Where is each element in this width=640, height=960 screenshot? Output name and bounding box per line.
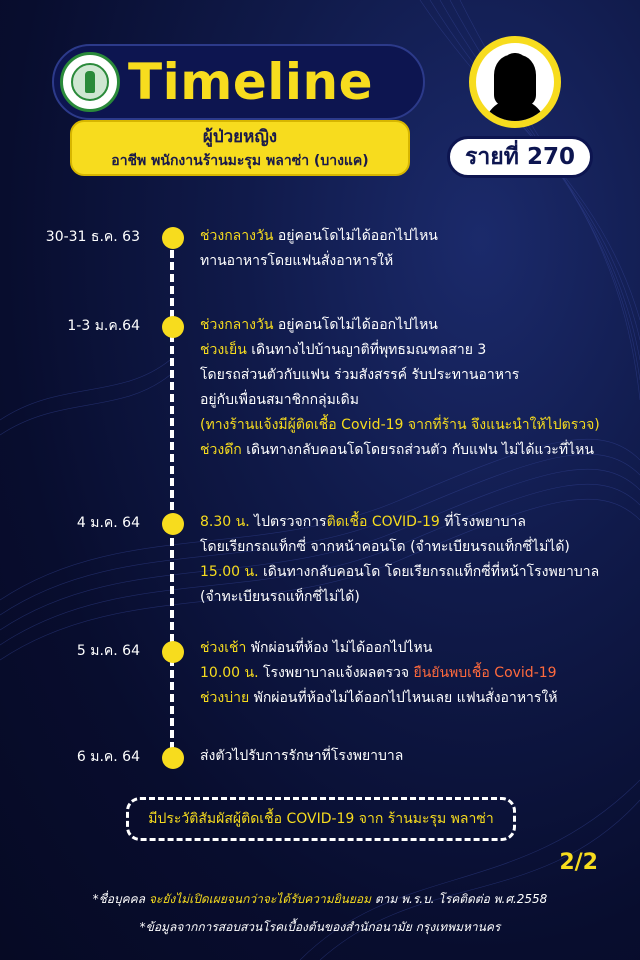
page-title: Timeline <box>128 53 374 111</box>
body-text: ที่โรงพยาบาล <box>439 514 526 530</box>
timeline-dot <box>162 316 184 338</box>
timeline-entry <box>200 510 632 610</box>
body-text: โดยเรียกรถแท็กซี่ จากหน้าคอนโด (จำทะเบียนรถแท็กซี่ไม่ได้) <box>200 539 570 555</box>
patient-occupation: อาชีพ พนักงานร้านมะรุม พลาซ่า (บางแค) <box>111 153 369 169</box>
body-text: พักผ่อนที่ห้องไม่ได้ออกไปไหนเลย แฟนสั่งอาหารให้ <box>249 690 558 706</box>
timeline-line-text <box>200 338 632 363</box>
bangkok-seal-logo <box>60 52 120 112</box>
alert-text: ยืนยันพบเชื้อ Covid-19 <box>413 665 557 681</box>
timeline-entry <box>200 636 632 711</box>
timeline-line-text <box>200 661 632 686</box>
body-text: อยู่กับเพื่อนสมาชิกกลุ่มเดิม <box>200 392 359 408</box>
timeline-line-text <box>200 313 632 338</box>
highlight-text: ติดเชื้อ COVID-19 <box>326 514 440 530</box>
page-number: 2/2 <box>559 850 598 875</box>
highlight-text: (ทางร้านแจ้งมีผู้ติดเชื้อ Covid-19 จากที่ร้าน จึงแนะนำให้ไปตรวจ) <box>200 417 600 433</box>
timeline-date: 30-31 ธ.ค. 63 <box>45 229 140 245</box>
timeline-line-text <box>200 224 632 249</box>
body-text: โรงพยาบาลแจ้งผลตรวจ <box>258 665 414 681</box>
footnote-privacy-prefix: *ชื่อบุคคล <box>92 892 149 906</box>
timeline-line-text <box>200 686 632 711</box>
timeline-dot <box>162 513 184 535</box>
highlight-text: ช่วงเย็น <box>200 342 247 358</box>
highlight-text: ช่วงกลางวัน <box>200 317 274 333</box>
timeline-date: 6 ม.ค. 64 <box>76 749 140 765</box>
timeline-line-text <box>200 535 632 560</box>
timeline-line-text <box>200 363 632 388</box>
timeline-line-text <box>200 388 632 413</box>
timeline-entry <box>200 744 632 769</box>
timeline-line-text <box>200 413 632 438</box>
timeline-line-text <box>200 438 632 463</box>
highlight-text: ช่วงเช้า <box>200 640 247 656</box>
timeline-line-text <box>200 249 632 274</box>
footnote-privacy-highlight: จะยังไม่เปิดเผยจนกว่าจะได้รับความยินยอม <box>148 892 371 906</box>
body-text: ไปตรวจการ <box>249 514 327 530</box>
body-text: โดยรถส่วนตัวกับแฟน ร่วมสังสรรค์ รับประทานอาหาร <box>200 367 520 383</box>
body-text: ทานอาหารโดยแฟนสั่งอาหารให้ <box>200 253 394 269</box>
body-text: (จำทะเบียนรถแท็กซี่ไม่ได้) <box>200 589 360 605</box>
body-text: เดินทางกลับคอนโด โดยเรียกรถแท็กซี่ที่หน้าโรงพยาบาล <box>258 564 600 580</box>
exposure-source-box: มีประวัติสัมผัสผู้ติดเชื้อ COVID-19 จาก ร้านมะรุม พลาซ่า <box>126 797 516 841</box>
body-text: เดินทางไปบ้านญาติที่พุทธมณฑลสาย 3 <box>246 342 487 358</box>
timeline-line-text <box>200 560 632 585</box>
highlight-text: ช่วงกลางวัน <box>200 228 274 244</box>
patient-gender: ผู้ป่วยหญิง <box>202 127 278 147</box>
timeline-entry <box>200 224 632 274</box>
timeline-dot <box>162 641 184 663</box>
body-text: พักผ่อนที่ห้อง ไม่ได้ออกไปไหน <box>246 640 433 656</box>
timeline-date: 4 ม.ค. 64 <box>76 515 140 531</box>
timeline-line-text <box>200 585 632 610</box>
body-text: อยู่คอนโดไม่ได้ออกไปไหน <box>273 228 438 244</box>
timeline-line-text <box>200 510 632 535</box>
timeline-dot <box>162 747 184 769</box>
person-silhouette-icon <box>476 43 554 121</box>
footnote-privacy <box>20 890 620 909</box>
timeline-line-text <box>200 636 632 661</box>
avatar <box>469 36 561 128</box>
body-text: อยู่คอนโดไม่ได้ออกไปไหน <box>273 317 438 333</box>
body-text: เดินทางกลับคอนโดโดยรถส่วนตัว กับแฟน ไม่ได้แวะที่ไหน <box>241 442 594 458</box>
case-number-badge: รายที่ 270 <box>447 136 593 178</box>
timeline-date: 5 ม.ค. 64 <box>76 643 140 659</box>
footnote-source: *ข้อมูลจากการสอบสวนโรคเบื้องต้นของสำนักอนามัย กรุงเทพมหานคร <box>139 920 501 934</box>
highlight-text: ช่วงดึก <box>200 442 242 458</box>
highlight-text: 8.30 น. <box>200 514 250 530</box>
timeline-entry <box>200 313 632 463</box>
highlight-text: 15.00 น. <box>200 564 259 580</box>
body-text: ส่งตัวไปรับการรักษาที่โรงพยาบาล <box>200 748 404 764</box>
timeline-date: 1-3 ม.ค.64 <box>67 318 140 334</box>
highlight-text: 10.00 น. <box>200 665 259 681</box>
patient-info-box <box>70 120 410 176</box>
footnote-privacy-suffix: ตาม พ.ร.บ. โรคติดต่อ พ.ศ.2558 <box>371 892 548 906</box>
highlight-text: ช่วงบ่าย <box>200 690 250 706</box>
timeline-line-text <box>200 744 632 769</box>
timeline-dot <box>162 227 184 249</box>
